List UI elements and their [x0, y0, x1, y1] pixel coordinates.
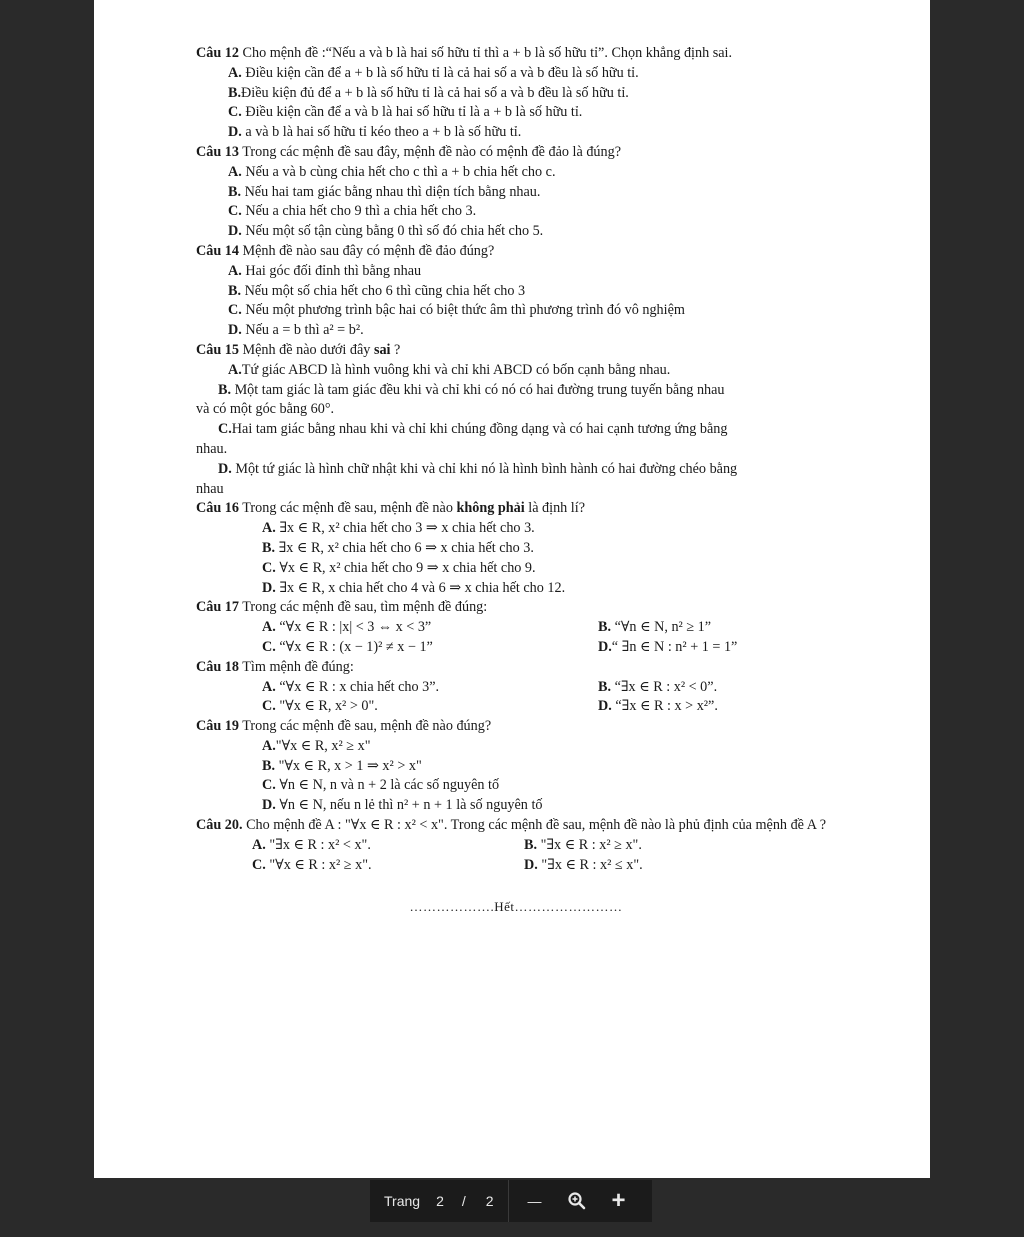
question: [196, 598, 836, 618]
end-marker: ……………….Hết……………………: [409, 899, 623, 915]
option-label: C.: [262, 698, 276, 715]
question-number: Câu 16: [196, 500, 239, 517]
option-label: B.: [598, 619, 612, 636]
answer-option: [598, 638, 737, 658]
zoom-in-button[interactable]: +: [611, 1187, 626, 1214]
page-label: Trang: [384, 1193, 421, 1209]
answer-option: [196, 183, 836, 203]
option-text: Nếu a và b cùng chia hết cho c thì a + b chia hết cho c.: [241, 163, 556, 180]
option-text: “∀x ∈ R : x chia hết cho 3”.: [275, 678, 440, 695]
question-text: Mệnh đề nào dưới đây: [238, 341, 374, 358]
option-text: “∀x ∈ R : |x| < 3 ⇔ x < 3”: [275, 619, 432, 636]
option-label: C.: [218, 421, 232, 438]
document-page: [94, 0, 930, 1178]
option-label: B.: [228, 183, 242, 200]
question-text: Tìm mệnh đề đúng:: [238, 658, 354, 675]
option-label: D.: [228, 223, 242, 240]
option-label: B.: [228, 282, 242, 299]
option-label: B.: [524, 836, 538, 853]
answer-option: [196, 460, 836, 480]
text-continuation: và có một góc bằng 60°.: [196, 401, 335, 418]
answer-option: [196, 757, 836, 777]
answer-option: [196, 321, 836, 341]
option-text: ∀n ∈ N, n và n + 2 là các số nguyên tố: [275, 777, 500, 794]
answer-option: [262, 638, 598, 658]
option-label: A.: [262, 619, 276, 636]
option-label: A.: [252, 836, 266, 853]
zoom-out-button[interactable]: —: [527, 1193, 542, 1209]
option-text: ∃x ∈ R, x² chia hết cho 3 ⇒ x chia hết cho 3.: [275, 520, 535, 537]
option-text: “∀n ∈ N, n² ≥ 1”: [611, 619, 712, 636]
option-text: ∀n ∈ N, nếu n lẻ thì n² + n + 1 là số nguyên tố: [275, 797, 543, 814]
option-label: D.: [598, 638, 612, 655]
option-label: B.: [262, 539, 276, 556]
option-text: “∃x ∈ R : x > x²”.: [611, 698, 718, 715]
option-text: ∃x ∈ R, x chia hết cho 4 và 6 ⇒ x chia hết cho 12.: [275, 579, 566, 596]
question-text: Trong các mệnh đề sau đây, mệnh đề nào có mệnh đề đảo là đúng?: [238, 143, 622, 160]
option-text: Nếu hai tam giác bằng nhau thì diện tích bằng nhau.: [241, 183, 541, 200]
question-text-tail: là định lí?: [524, 500, 585, 517]
option-text: Nếu một phương trình bậc hai có biệt thức âm thì phương trình đó vô nghiệm: [241, 302, 685, 319]
magnifier-icon: [567, 1191, 587, 1211]
option-label: A.: [228, 163, 242, 180]
text-line: [196, 480, 836, 500]
answer-option: [252, 836, 524, 856]
option-label: A.: [228, 262, 242, 279]
question-text: Mệnh đề nào sau đây có mệnh đề đảo đúng?: [238, 242, 495, 259]
question-number: Câu 17: [196, 599, 239, 616]
answer-option: [252, 856, 524, 876]
text-line: [196, 440, 836, 460]
answer-option: [196, 123, 836, 143]
answer-option: [196, 776, 836, 796]
option-label: B.: [218, 381, 232, 398]
answer-option: [196, 381, 836, 401]
question-number: Câu 15: [196, 341, 239, 358]
option-label: C.: [228, 104, 242, 121]
option-label: A.: [262, 737, 276, 754]
option-text: "∀x ∈ R, x² > 0".: [275, 698, 378, 715]
answer-option: [196, 84, 836, 104]
answer-option: [598, 697, 718, 717]
text-line: [196, 400, 836, 420]
option-label: A.: [228, 361, 242, 378]
option-text: Điều kiện cần để a + b là số hữu tỉ là cả hai số a và b đều là số hữu tỉ.: [241, 64, 639, 81]
option-text: "∃x ∈ R : x² ≥ x".: [537, 836, 642, 853]
question-number: Câu 18: [196, 658, 239, 675]
question-text-tail: ?: [390, 341, 401, 358]
answer-option: [196, 163, 836, 183]
answer-option: [196, 262, 836, 282]
zoom-icon[interactable]: [565, 1189, 589, 1213]
question: [196, 717, 836, 737]
option-label: D.: [228, 124, 242, 141]
question-emphasis: không phải: [456, 500, 525, 517]
question-text: Trong các mệnh đề sau, tìm mệnh đề đúng:: [238, 599, 488, 616]
page-separator: /: [461, 1193, 466, 1209]
answer-option: [524, 836, 642, 856]
option-label: B.: [262, 757, 276, 774]
total-pages: 2: [485, 1193, 494, 1209]
option-text: "∃x ∈ R : x² ≤ x".: [537, 856, 643, 873]
answer-option: [598, 618, 711, 638]
question-emphasis: sai: [373, 341, 391, 358]
text-continuation: nhau.: [196, 440, 228, 457]
answer-option: [196, 420, 836, 440]
option-label: D.: [598, 698, 612, 715]
question-number: Câu 19: [196, 718, 239, 735]
option-text: "∀x ∈ R, x > 1 ⇒ x² > x": [275, 757, 422, 774]
option-text: “∀x ∈ R : (x − 1)² ≠ x − 1”: [275, 638, 433, 655]
option-label: A.: [262, 520, 276, 537]
option-text: Hai tam giác bằng nhau khi và chỉ khi chúng đồng dạng và có hai cạnh tương ứng bằng: [231, 421, 728, 438]
answer-option-row: [196, 697, 836, 717]
answer-option: [196, 301, 836, 321]
answer-option: [262, 678, 598, 698]
answer-option: [196, 796, 836, 816]
answer-option-row: [196, 618, 836, 638]
option-text: ∃x ∈ R, x² chia hết cho 6 ⇒ x chia hết cho 3.: [275, 539, 534, 556]
option-text: Điều kiện cần để a và b là hai số hữu tỉ là a + b là số hữu tỉ.: [241, 104, 583, 121]
option-text: “ ∃n ∈ N : n² + 1 = 1”: [611, 638, 738, 655]
option-text: a và b là hai số hữu tỉ kéo theo a + b là số hữu tỉ.: [241, 124, 522, 141]
option-text: “∃x ∈ R : x² < 0”.: [611, 678, 718, 695]
option-label: C.: [252, 856, 266, 873]
answer-option: [196, 64, 836, 84]
option-text: Hai góc đối đỉnh thì bằng nhau: [241, 262, 422, 279]
answer-option: [196, 559, 836, 579]
option-label: C.: [228, 203, 242, 220]
answer-option: [262, 618, 598, 638]
answer-option: [196, 361, 836, 381]
question-number: Câu 13: [196, 143, 239, 160]
question-text: Trong các mệnh đề sau, mệnh đề nào: [238, 500, 457, 517]
answer-option: [262, 697, 598, 717]
question-number: Câu 12: [196, 45, 239, 61]
option-label: D.: [262, 579, 276, 596]
question-number: Câu 20.: [196, 817, 243, 834]
option-text: Một tam giác là tam giác đều khi và chỉ khi có nó có hai đường trung tuyến bằng nhau: [231, 381, 725, 398]
option-text: Nếu a = b thì a² = b².: [241, 322, 364, 339]
answer-option: [196, 737, 836, 757]
question-text: Cho mệnh đề A : "∀x ∈ R : x² < x". Trong các mệnh đề sau, mệnh đề nào là phủ định của mệnh đề A ?: [242, 817, 827, 834]
option-text: "∀x ∈ R : x² ≥ x".: [265, 856, 372, 873]
text-continuation: nhau: [196, 480, 224, 497]
answer-option: [196, 103, 836, 123]
answer-option: [196, 519, 836, 539]
answer-option: [196, 202, 836, 222]
document-content: [196, 44, 836, 917]
question: [196, 242, 836, 262]
option-label: A.: [262, 678, 276, 695]
option-text: "∀x ∈ R, x² ≥ x": [275, 737, 371, 754]
answer-option-row: [196, 836, 836, 856]
option-text: Điều kiện đủ để a + b là số hữu tỉ là cả hai số a và b đều là số hữu tỉ.: [241, 84, 629, 101]
answer-option: [196, 222, 836, 242]
question: [196, 499, 836, 519]
option-text: Nếu một số tận cùng bằng 0 thì số đó chia hết cho 5.: [241, 223, 544, 240]
answer-option-row: [196, 638, 836, 658]
option-label: C.: [262, 777, 276, 794]
option-text: Tứ giác ABCD là hình vuông khi và chỉ khi ABCD có bốn cạnh bằng nhau.: [241, 361, 671, 378]
pdf-toolbar: [370, 1180, 652, 1222]
answer-option: [524, 856, 643, 876]
answer-option: [598, 678, 717, 698]
option-label: C.: [262, 559, 276, 576]
question: [196, 658, 836, 678]
answer-option: [196, 579, 836, 599]
option-label: D.: [218, 460, 232, 477]
option-text: Một tứ giác là hình chữ nhật khi và chỉ khi nó là hình bình hành có hai đường chéo bằng: [231, 460, 738, 477]
option-label: A.: [228, 64, 242, 81]
question-text: Trong các mệnh đề sau, mệnh đề nào đúng?: [238, 718, 492, 735]
option-label: B.: [228, 84, 242, 101]
option-text: "∃x ∈ R : x² < x".: [265, 836, 371, 853]
current-page-input[interactable]: 2: [436, 1193, 444, 1209]
answer-option-row: [196, 856, 836, 876]
question: [196, 341, 836, 361]
answer-option: [196, 539, 836, 559]
option-text: Nếu a chia hết cho 9 thì a chia hết cho 3.: [241, 203, 477, 220]
option-label: D.: [228, 322, 242, 339]
page-indicator: [370, 1180, 508, 1222]
option-text: Nếu một số chia hết cho 6 thì cũng chia hết cho 3: [241, 282, 526, 299]
option-text: ∀x ∈ R, x² chia hết cho 9 ⇒ x chia hết cho 9.: [275, 559, 536, 576]
option-label: C.: [228, 302, 242, 319]
option-label: B.: [598, 678, 612, 695]
option-label: D.: [524, 856, 538, 873]
question: [196, 816, 836, 836]
question-number: Câu 14: [196, 242, 239, 259]
option-label: C.: [262, 638, 276, 655]
answer-option-row: [196, 678, 836, 698]
question-text: Cho mệnh đề :“Nếu a và b là hai số hữu tỉ thì a + b là số hữu tỉ”. Chọn khẳng định sai.: [238, 45, 733, 61]
question: [196, 44, 836, 64]
question: [196, 143, 836, 163]
option-label: D.: [262, 797, 276, 814]
answer-option: [196, 282, 836, 302]
